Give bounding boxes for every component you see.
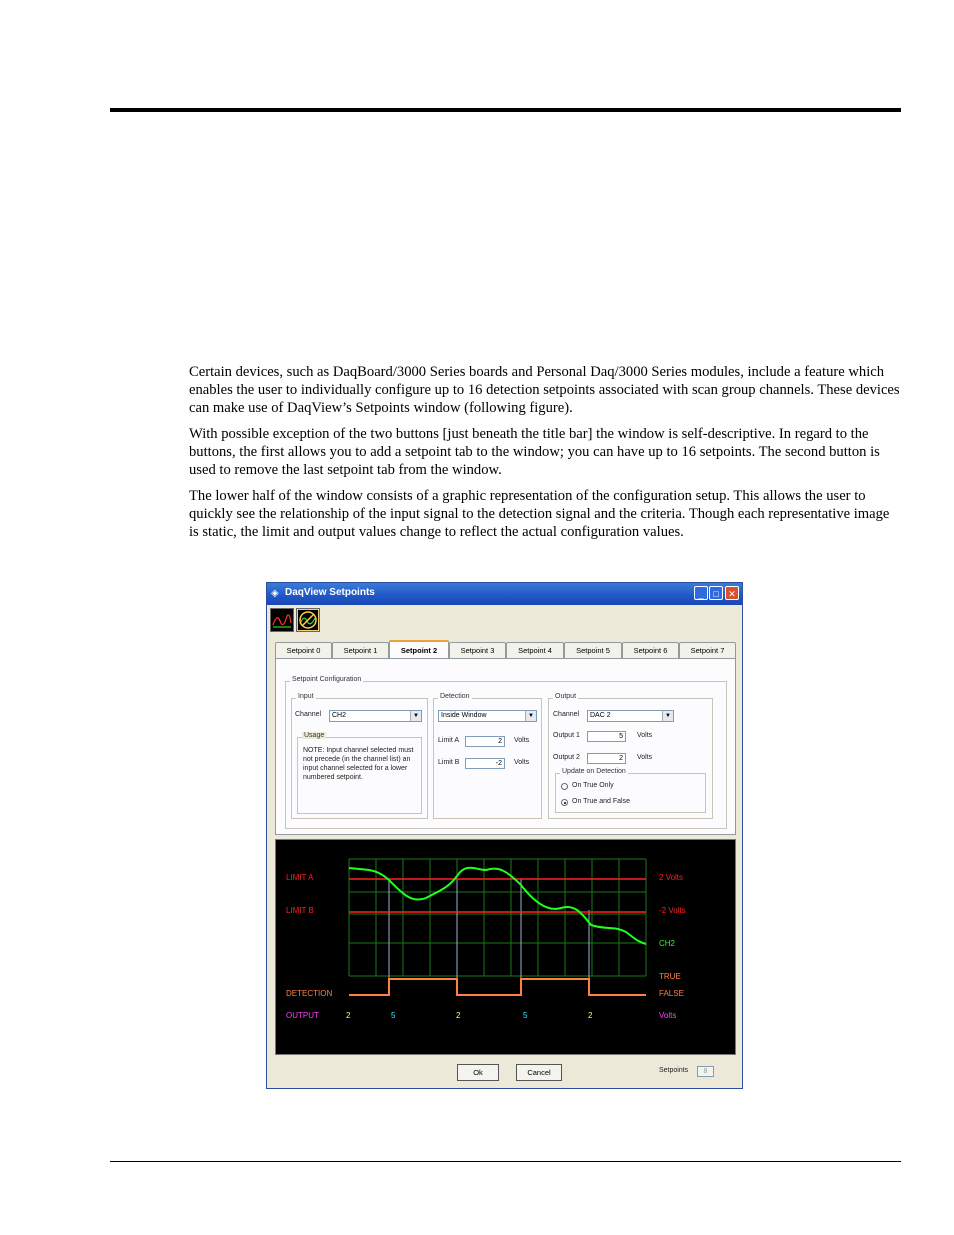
maximize-button[interactable]: □ bbox=[709, 586, 723, 600]
graph-true-label: TRUE bbox=[659, 972, 681, 981]
chevron-down-icon: ▼ bbox=[662, 711, 673, 721]
detection-mode-value: Inside Window bbox=[441, 712, 487, 719]
tab-setpoint-0[interactable]: Setpoint 0 bbox=[275, 642, 332, 658]
graph-grid bbox=[349, 859, 646, 976]
limit-b-label: Limit B bbox=[438, 759, 460, 766]
usage-note: NOTE: Input channel selected must not precede (in the channel list) an input channel selected for a lower numbered setpoint. bbox=[303, 747, 414, 781]
graph-output-value-2: 5 bbox=[391, 1011, 396, 1020]
usage-title: Usage bbox=[304, 732, 325, 739]
output-channel-select[interactable] bbox=[587, 710, 674, 722]
radio-on-true-only-label: On True Only bbox=[572, 782, 614, 789]
output-channel-label: Channel bbox=[553, 711, 580, 718]
update-on-detection-group bbox=[555, 768, 706, 813]
detection-group bbox=[433, 693, 542, 819]
input-channel-label: Channel bbox=[295, 711, 322, 718]
graph-output-units: Volts bbox=[659, 1011, 677, 1020]
header-rule bbox=[110, 108, 901, 112]
setpoint-config-group bbox=[285, 676, 727, 829]
output-2-units: Volts bbox=[637, 754, 653, 761]
detection-mode-select[interactable] bbox=[438, 710, 537, 722]
usage-group bbox=[297, 732, 422, 814]
chevron-down-icon: ▼ bbox=[525, 711, 536, 721]
tab-setpoint-1[interactable]: Setpoint 1 bbox=[332, 642, 389, 658]
cancel-button[interactable]: Cancel bbox=[516, 1064, 562, 1081]
output-1-label: Output 1 bbox=[553, 732, 580, 739]
output-2-input[interactable]: 2 bbox=[587, 753, 626, 764]
paragraph-1: Certain devices, such as DaqBoard/3000 Series boards and Personal Daq/3000 Series modules, include a feature which enables the user to individually configure up to 16 detection setpoints associated with scan group channels. These devices can make use of DaqView’s Setpoints window (following figure). bbox=[189, 364, 900, 416]
tab-setpoint-3[interactable]: Setpoint 3 bbox=[449, 642, 506, 658]
minimize-button[interactable]: _ bbox=[694, 586, 708, 600]
chevron-down-icon: ▼ bbox=[410, 711, 421, 721]
graph-limit-a-value: 2 Volts bbox=[659, 873, 684, 882]
output-1-units: Volts bbox=[637, 732, 653, 739]
tab-setpoint-5[interactable]: Setpoint 5 bbox=[564, 642, 622, 658]
ok-button[interactable]: Ok bbox=[457, 1064, 499, 1081]
detection-graph bbox=[275, 839, 736, 1055]
radio-on-true-and-false[interactable] bbox=[561, 799, 568, 806]
setpoint-config-panel bbox=[275, 658, 736, 835]
graph-output-value-3: 2 bbox=[456, 1011, 461, 1020]
waveform-icon bbox=[271, 609, 293, 631]
limit-a-input[interactable]: 2 bbox=[465, 736, 505, 747]
body-text bbox=[189, 363, 901, 549]
limit-b-units: Volts bbox=[514, 759, 530, 766]
transition-markers bbox=[389, 879, 589, 980]
paragraph-2: With possible exception of the two buttons [just beneath the title bar] the window is self-descriptive. In regard to the buttons, the first allows you to add a setpoint tab to the window; you can have up to 16 setpoints. The second button is used to remove the last setpoint tab from the window. bbox=[189, 426, 880, 478]
window-title: DaqView Setpoints bbox=[285, 587, 375, 598]
input-title: Input bbox=[298, 693, 314, 700]
paragraph-3: The lower half of the window consists of a graphic representation of the configuration setup. This allows the user to quickly see the relationship of the input signal to the detection signal and the criteria. Though each representative image is static, the limit and output values change to reflect the actual configuration values. bbox=[189, 488, 890, 540]
graph-detection-label: DETECTION bbox=[286, 989, 333, 998]
update-on-detection-title: Update on Detection bbox=[562, 768, 626, 775]
tab-setpoint-7[interactable]: Setpoint 7 bbox=[679, 642, 736, 658]
footer-rule bbox=[110, 1161, 901, 1162]
graph-output-value-1: 2 bbox=[346, 1011, 351, 1020]
graph-channel-label: CH2 bbox=[659, 939, 676, 948]
graph-output-value-5: 2 bbox=[588, 1011, 593, 1020]
tab-setpoint-4[interactable]: Setpoint 4 bbox=[506, 642, 564, 658]
setpoint-config-title: Setpoint Configuration bbox=[292, 676, 362, 683]
title-bar bbox=[267, 583, 742, 605]
output-2-label: Output 2 bbox=[553, 754, 580, 761]
app-icon: ◈ bbox=[271, 588, 279, 599]
output-title: Output bbox=[555, 693, 577, 700]
tab-setpoint-2[interactable]: Setpoint 2 bbox=[389, 640, 449, 659]
detection-signal-line bbox=[349, 979, 646, 995]
graph-limit-a-label: LIMIT A bbox=[286, 873, 314, 882]
setpoints-window bbox=[266, 582, 743, 1089]
graph-output-label: OUTPUT bbox=[286, 1011, 319, 1020]
limit-b-input[interactable]: -2 bbox=[465, 758, 505, 769]
radio-on-true-only[interactable] bbox=[561, 783, 568, 790]
input-group bbox=[291, 693, 428, 819]
add-setpoint-button[interactable] bbox=[270, 608, 294, 632]
setpoints-count-label: Setpoints bbox=[659, 1067, 689, 1074]
limit-a-label: Limit A bbox=[438, 737, 460, 744]
output-channel-value: DAC 2 bbox=[590, 712, 611, 719]
graph-false-label: FALSE bbox=[659, 989, 684, 998]
output-1-input[interactable]: 5 bbox=[587, 731, 626, 742]
detection-title: Detection bbox=[440, 693, 470, 700]
graph-limit-b-value: -2 Volts bbox=[659, 906, 686, 915]
tab-setpoint-6[interactable]: Setpoint 6 bbox=[622, 642, 679, 658]
setpoints-count-field: 8 bbox=[697, 1066, 714, 1077]
output-group bbox=[548, 693, 713, 819]
limit-a-units: Volts bbox=[514, 737, 530, 744]
graph-limit-b-label: LIMIT B bbox=[286, 906, 314, 915]
close-button[interactable]: ✕ bbox=[725, 586, 739, 600]
detection-graph-svg bbox=[276, 840, 735, 1054]
remove-setpoint-button[interactable] bbox=[296, 608, 320, 632]
radio-on-true-and-false-label: On True and False bbox=[572, 798, 630, 805]
remove-waveform-icon bbox=[297, 609, 319, 631]
input-channel-select[interactable] bbox=[329, 710, 422, 722]
graph-output-value-4: 5 bbox=[523, 1011, 528, 1020]
input-channel-value: CH2 bbox=[332, 712, 347, 719]
